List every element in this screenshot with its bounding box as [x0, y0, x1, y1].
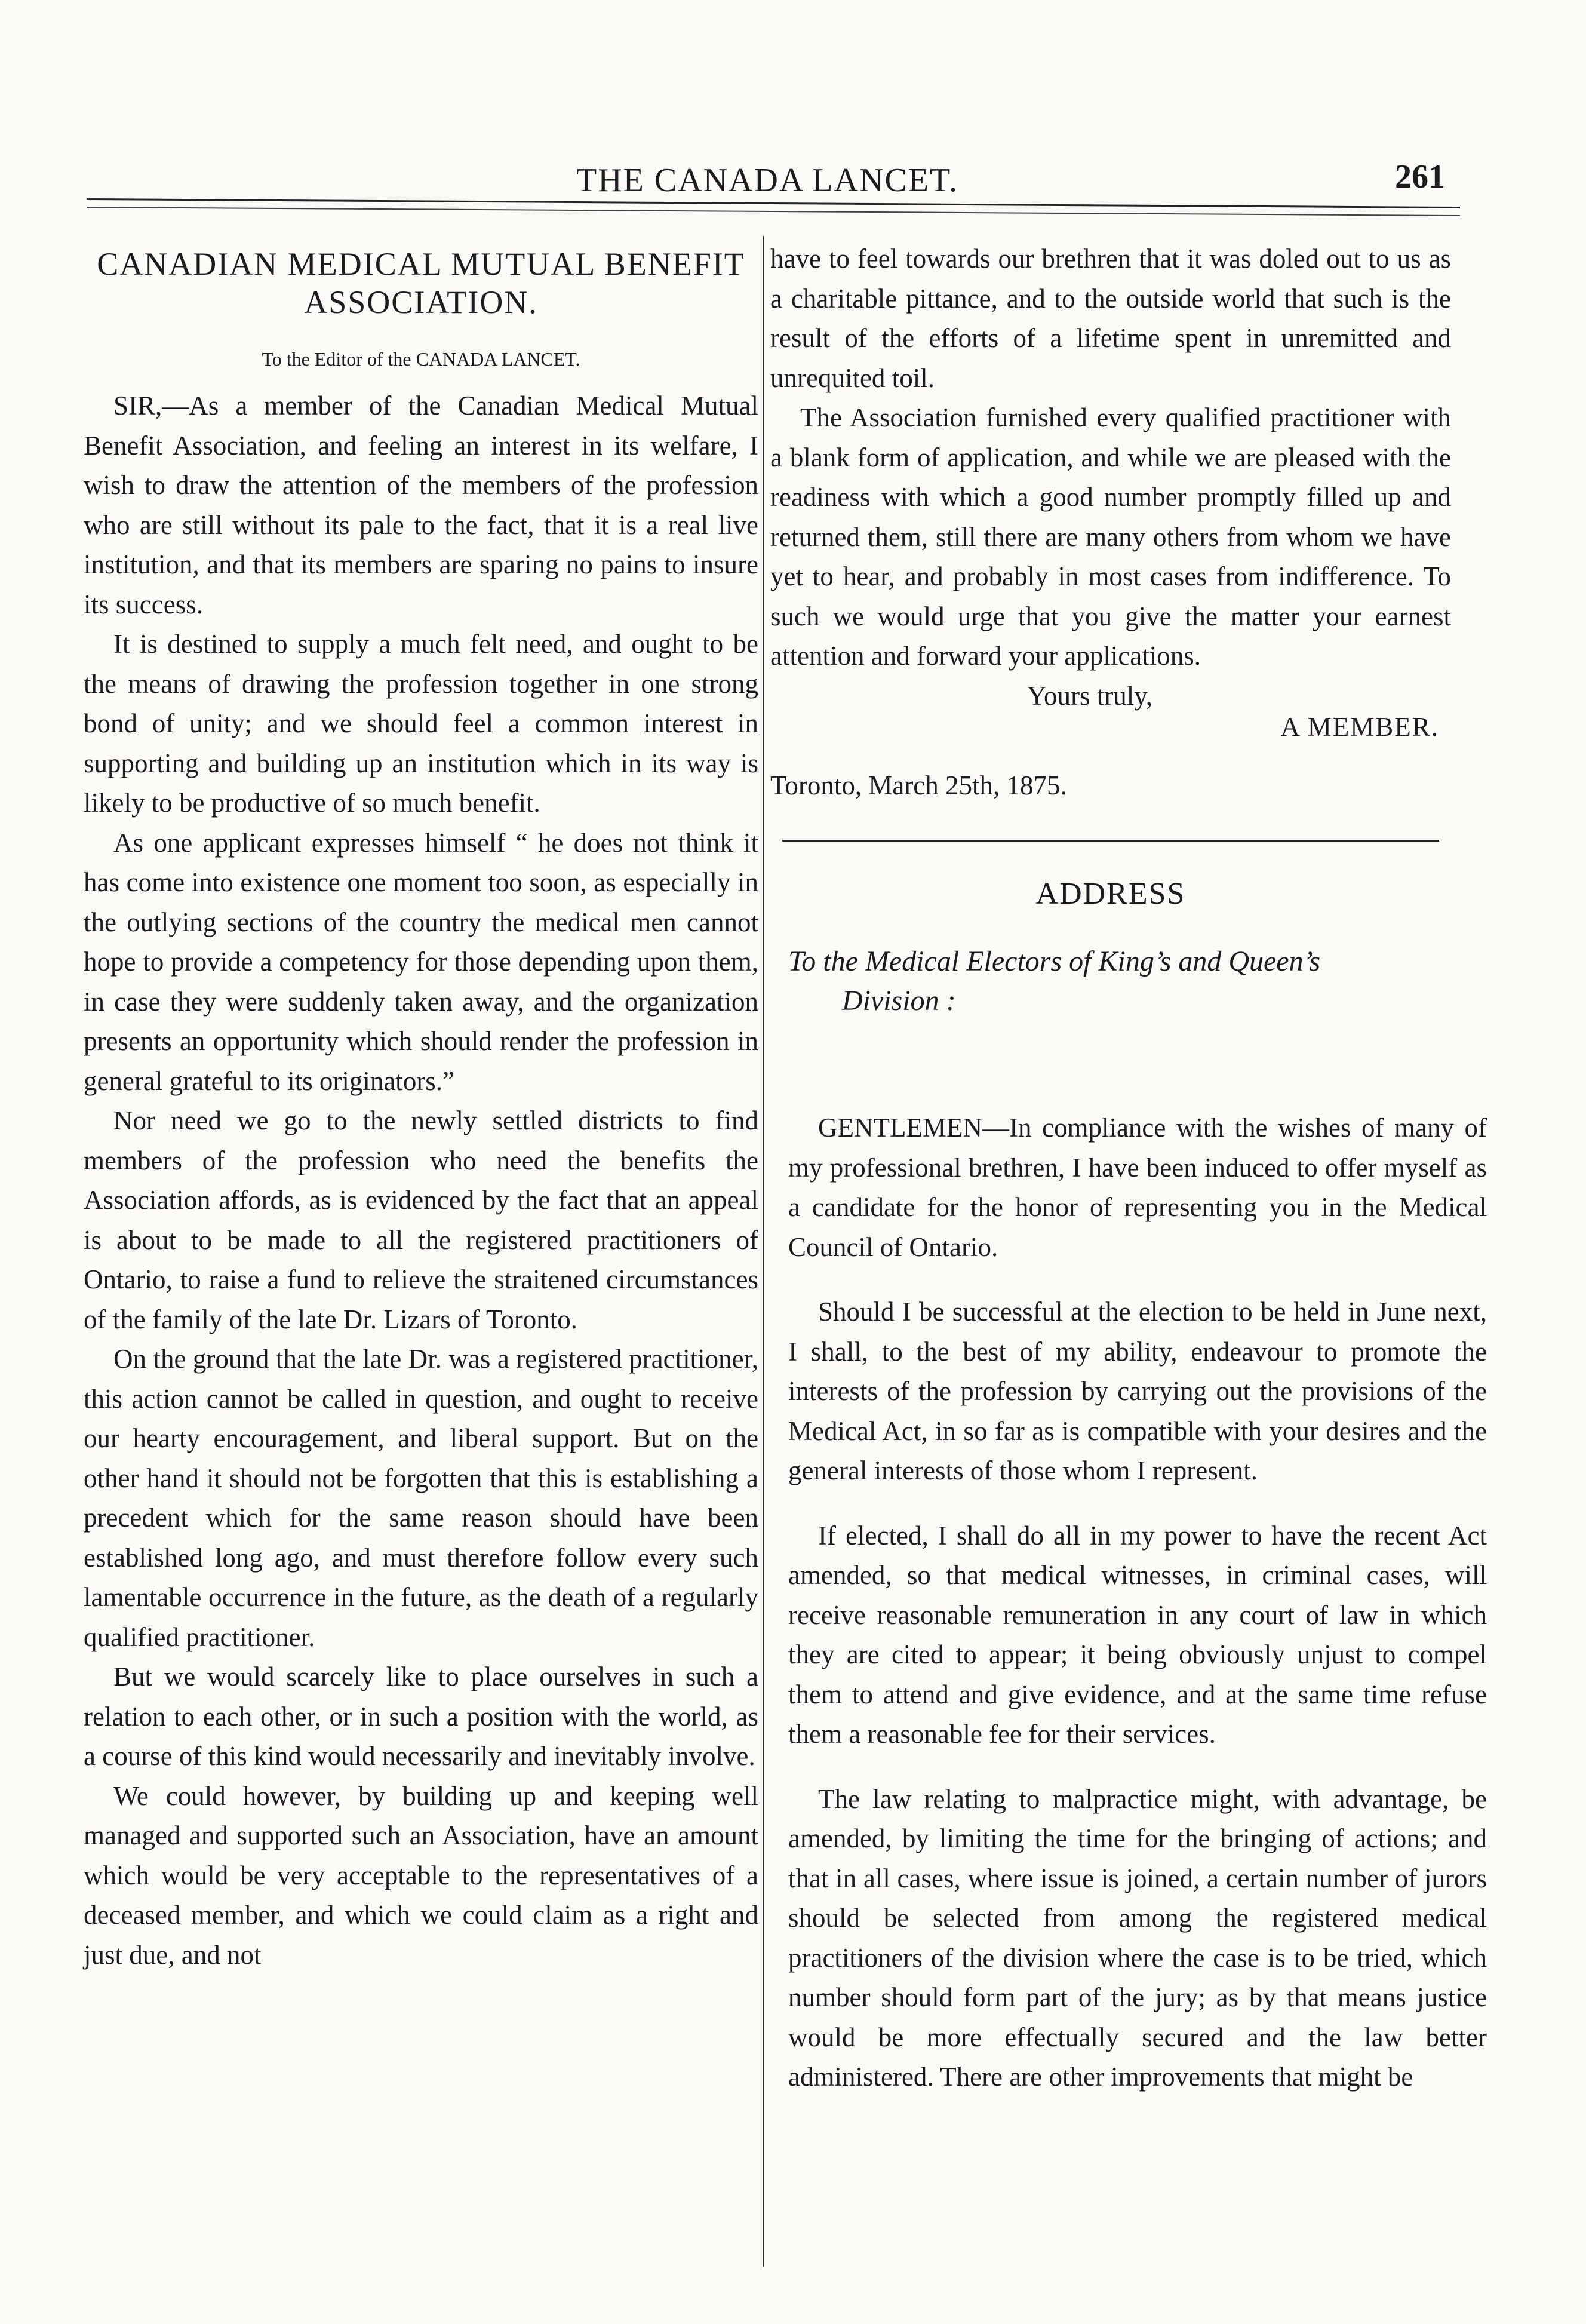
article-title-line1: CANADIAN MEDICAL MUTUAL BENEFIT — [97, 246, 745, 282]
address-salutation: GENTLEMEN — [818, 1113, 982, 1143]
address-title: ADDRESS — [1035, 877, 1186, 911]
left-column — [84, 245, 758, 1975]
letter-sign-off — [770, 676, 1451, 766]
letter-signature: A MEMBER. — [1280, 711, 1439, 742]
right-column-lower — [788, 1108, 1487, 2097]
address-paragraph-text: —In compliance with the wishes of many of my professional brethren, I have been induced to offer myself as a candidate for the honor of representing you in the Medical Council of Ontario. — [788, 1113, 1487, 1262]
address-paragraph: The law relating to malpractice might, with advantage, be amended, by limiting the time for the bringing of actions; and that in all cases, where issue is joined, a certain number of jurors should be selected from among the registered medical practitioners of the division where the case is to be tried, which number should form part of the jury; as by that means justice would be more effectually secured and the law better administered. There are other improvements that might be — [788, 1783, 1487, 2092]
article-paragraph: SIR,—As a member of the Canadian Medical Mutual Benefit Association, and feeling an interest in its welfare, I wish to draw the attention of the members of the profession who are still without its pale to the fact, that it is a real live institution, and that its members are sparing no pains to insure its success. — [84, 391, 758, 619]
editor-address-line: To the Editor of the CANADA LANCET. — [262, 348, 580, 370]
address-recipient-line1: To the Medical Electors of King’s and Queen’s — [788, 945, 1321, 977]
address-recipient-line2: Division : — [842, 985, 956, 1017]
address-paragraph: Should I be successful at the election to be held in June next, I shall, to the best of my ability, endeavour to promote the interests of the profession by carrying out the provisions of the Medical Act, in so far as is compatible with your desires and the general interests of those whom I represent. — [788, 1297, 1487, 1485]
article-paragraph: The Association furnished every qualified practitioner with a blank form of application, and while we are pleased with the readiness with which a good number promptly filled up and returned them, still there are many others from whom we have yet to hear, and probably in most cases from indifference. To such we would urge that you give the matter your earnest attention and forward your applications. — [770, 403, 1451, 671]
article-paragraph: It is destined to supply a much felt need, and ought to be the means of drawing the profession together in one strong bond of unity; and we should feel a common interest in supporting and building up an institution which in its way is likely to be productive of so much benefit. — [84, 629, 758, 818]
article-paragraph: We could however, by building up and keeping well managed and supported such an Association, have an amount which would be very acceptable to the representatives of a deceased member, and which we could claim as a right and just due, and not — [84, 1780, 758, 1970]
article-paragraph: Nor need we go to the newly settled districts to find members of the profession who need the benefits the Association affords, as is evidenced by the fact that an appeal is about to be made to all the registered practitioners of Ontario, to raise a fund to relieve the straitened circumstances of the family of the late Dr. Lizars of Toronto. — [84, 1106, 758, 1334]
article-paragraph: But we would scarcely like to place ourselves in such a relation to each other, or in such a position with the world, as a course of this kind would necessarily and inevitably involve. — [84, 1662, 758, 1771]
right-column-upper — [770, 239, 1451, 1021]
article-title — [84, 245, 758, 321]
page-number: 261 — [1395, 158, 1445, 195]
column-divider — [763, 236, 764, 2267]
article-paragraph: On the ground that the late Dr. was a registered practitioner, this action cannot be called in question, and ought to receive our hearty encouragement, and liberal support. But on the other hand it should not be forgotten that this is establishing a precedent which for the same reason should have been established long ago, and must therefore follow every such lamentable occurrence in the future, as the death of a regularly qualified practitioner. — [84, 1344, 758, 1652]
address-paragraph: If elected, I shall do all in my power to have the recent Act amended, so that medical witnesses, in criminal cases, will receive reasonable remuneration in any court of law in which they are cited to appear; it being obviously unjust to compel them to attend and give evidence, and at the same time refuse them a reasonable fee for their services. — [788, 1520, 1487, 1749]
article-paragraph: As one applicant expresses himself “ he does not think it has come into existence one moment too soon, as especially in the outlying sections of the country the medical men cannot hope to provide a competency for those depending upon them, in case they were suddenly taken away, and the organization presents an opportunity which should render the profession in general grateful to its originators.” — [84, 827, 758, 1096]
article-title-line2: ASSOCIATION. — [304, 284, 538, 320]
letter-closing: Yours truly, — [1027, 680, 1153, 711]
address-recipient — [788, 942, 1451, 1021]
section-divider — [782, 840, 1439, 842]
running-head: THE CANADA LANCET. — [576, 162, 959, 199]
letter-dateline: Toronto, March 25th, 1875. — [770, 770, 1067, 800]
article-paragraph-continued: have to feel towards our brethren that it was doled out to us as a charitable pittance, and to the outside world that such is the result of the efforts of a lifetime spent in unremitted and unrequited toil. — [770, 244, 1451, 393]
address-paragraph — [788, 1108, 1487, 1267]
